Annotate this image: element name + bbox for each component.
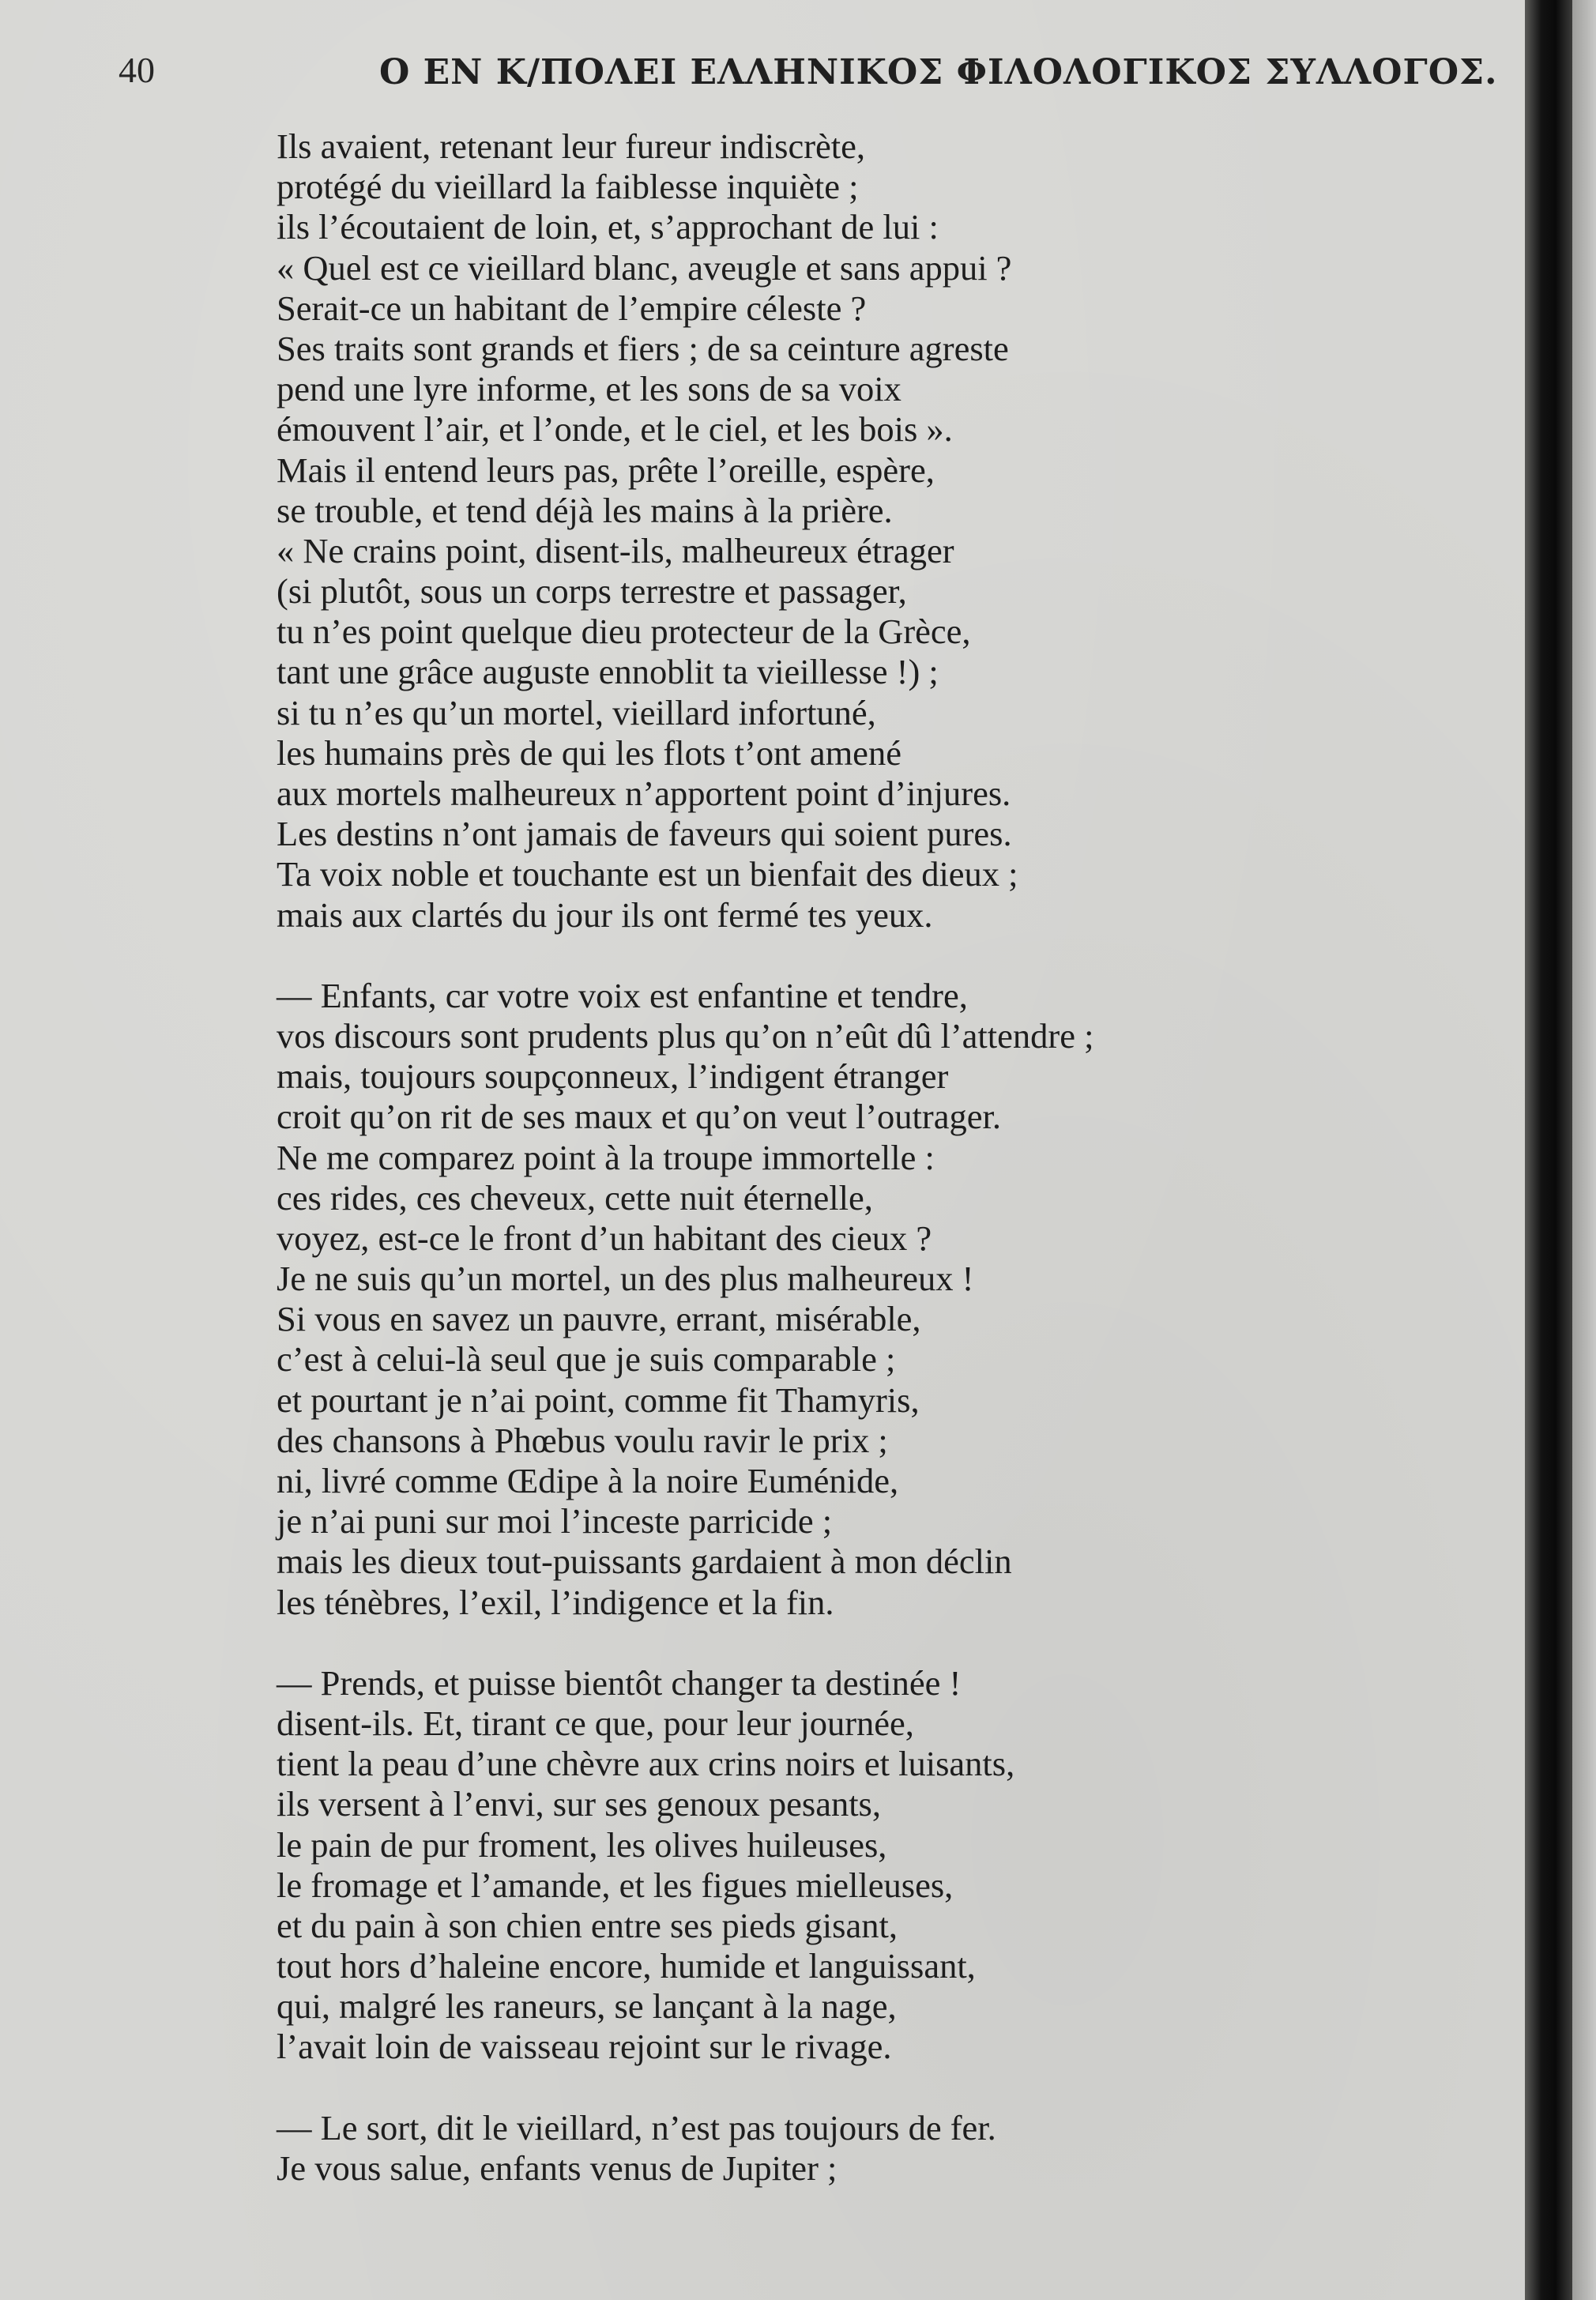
verse-line: Ne me comparez point à la troupe immortelle :: [277, 1137, 935, 1177]
stanza: [277, 2108, 1319, 2189]
verse-line: Je vous salue, enfants venus de Jupiter ;: [277, 2148, 838, 2188]
verse-line: si tu n’es qu’un mortel, vieillard infortuné,: [277, 692, 876, 732]
verse-line: « Quel est ce vieillard blanc, aveugle et sans appui ?: [277, 247, 1012, 288]
verse-line: croit qu’on rit de ses maux et qu’on veut l’outrager.: [277, 1097, 1001, 1137]
verse-line: Si vous en savez un pauvre, errant, misérable,: [277, 1299, 921, 1339]
verse-line: tout hors d’haleine encore, humide et languissant,: [277, 1946, 976, 1986]
verse-line: vos discours sont prudents plus qu’on n’eût dû l’attendre ;: [277, 1015, 1094, 1056]
verse-line: les humains près de qui les flots t’ont amené: [277, 732, 902, 773]
poem-text: [277, 126, 1319, 2189]
verse-line: tient la peau d’une chèvre aux crins noirs et luisants,: [277, 1744, 1015, 1784]
verse-line: — Le sort, dit le vieillard, n’est pas toujours de fer.: [277, 2107, 996, 2148]
verse-line: tant une grâce auguste ennoblit ta vieillesse !) ;: [277, 652, 939, 692]
page-edge: [1572, 0, 1596, 2300]
stanza: [277, 1663, 1319, 2068]
verse-line: ils versent à l’envi, sur ses genoux pesants,: [277, 1784, 881, 1824]
verse-line: mais les dieux tout-puissants gardaient à mon déclin: [277, 1541, 1012, 1582]
verse-line: Les destins n’ont jamais de faveurs qui soient pures.: [277, 814, 1012, 854]
page-number: 40: [119, 50, 155, 90]
verse-line: Ils avaient, retenant leur fureur indiscrète,: [277, 126, 866, 166]
verse-line: et du pain à son chien entre ses pieds gisant,: [277, 1905, 898, 1945]
verse-line: tu n’es point quelque dieu protecteur de la Grèce,: [277, 612, 971, 652]
verse-line: l’avait loin de vaisseau rejoint sur le rivage.: [277, 2027, 892, 2067]
verse-line: ils l’écoutaient de loin, et, s’approchant de lui :: [277, 207, 939, 247]
verse-line: pend une lyre informe, et les sons de sa voix: [277, 369, 902, 409]
verse-line: ces rides, ces cheveux, cette nuit éternelle,: [277, 1177, 873, 1218]
verse-line: Serait-ce un habitant de l’empire céleste ?: [277, 288, 867, 328]
verse-line: ni, livré comme Œdipe à la noire Euménide,: [277, 1461, 899, 1500]
verse-line: Je ne suis qu’un mortel, un des plus malheureux !: [277, 1259, 974, 1299]
verse-line: mais, toujours soupçonneux, l’indigent étranger: [277, 1056, 949, 1097]
book-binding-gutter: [1525, 0, 1572, 2300]
verse-line: c’est à celui-là seul que je suis comparable ;: [277, 1339, 896, 1380]
verse-line: « Ne crains point, disent-ils, malheureux étrager: [277, 530, 954, 570]
verse-line: protégé du vieillard la faiblesse inquiète ;: [277, 167, 859, 207]
verse-line: le fromage et l’amande, et les figues mielleuses,: [277, 1865, 954, 1905]
verse-line: je n’ai puni sur moi l’inceste parricide ;: [277, 1501, 833, 1541]
verse-line: les ténèbres, l’exil, l’indigence et la fin.: [277, 1582, 834, 1622]
verse-line: Ta voix noble et touchante est un bienfait des dieux ;: [277, 854, 1018, 894]
verse-line: (si plutôt, sous un corps terrestre et passager,: [277, 571, 907, 612]
verse-line: disent-ils. Et, tirant ce que, pour leur journée,: [277, 1703, 914, 1743]
stanza: [277, 126, 1319, 935]
verse-line: Ses traits sont grands et fiers ; de sa ceinture agreste: [277, 328, 1009, 368]
verse-line: émouvent l’air, et l’onde, et le ciel, et les bois ».: [277, 409, 953, 450]
verse-line: voyez, est-ce le front d’un habitant des cieux ?: [277, 1218, 932, 1258]
verse-line: se trouble, et tend déjà les mains à la prière.: [277, 490, 893, 530]
verse-line: le pain de pur froment, les olives huileuses,: [277, 1824, 887, 1865]
verse-line: — Prends, et puisse bientôt changer ta destinée !: [277, 1662, 962, 1703]
verse-line: des chansons à Phœbus voulu ravir le prix ;: [277, 1420, 888, 1460]
verse-line: qui, malgré les raneurs, se lançant à la nage,: [277, 1986, 897, 2027]
verse-line: aux mortels malheureux n’apportent point d’injures.: [277, 774, 1011, 813]
verse-line: et pourtant je n’ai point, comme fit Thamyris,: [277, 1380, 920, 1420]
verse-line: mais aux clartés du jour ils ont fermé tes yeux.: [277, 894, 933, 935]
stanza: [277, 976, 1319, 1623]
verse-line: — Enfants, car votre voix est enfantine et tendre,: [277, 975, 968, 1015]
verse-line: Mais il entend leurs pas, prête l’oreille, espère,: [277, 450, 935, 490]
running-head: Ο ΕΝ Κ/ΠΟΛΕΙ ΕΛΛΗΝΙΚΟΣ ΦΙΛΟΛΟΓΙΚΟΣ ΣΥΛΛΟΓΟΣ.: [379, 52, 1498, 92]
